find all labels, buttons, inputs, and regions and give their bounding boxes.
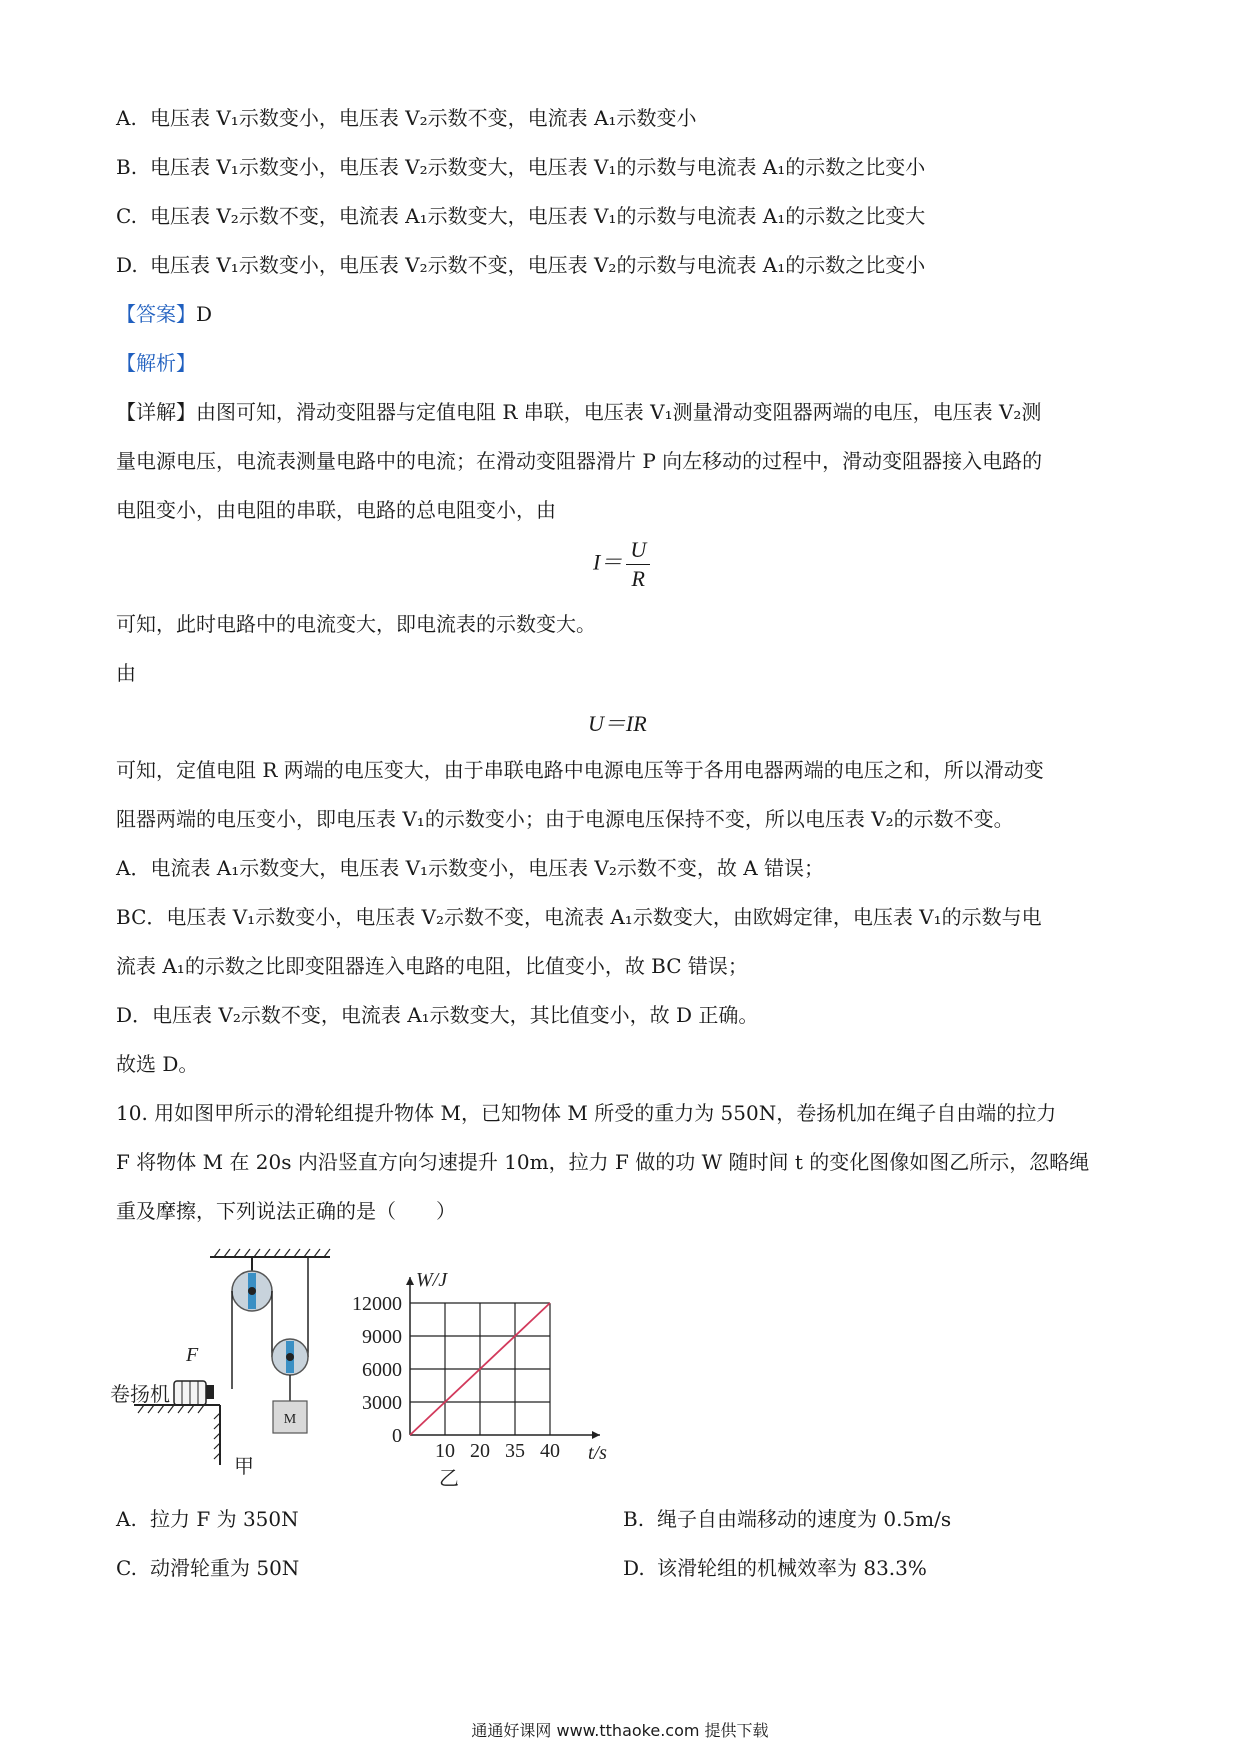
q10-option-a [116, 1505, 299, 1533]
fig-b-caption: 乙 [439, 1468, 459, 1490]
detail-line-5: 由 [116, 661, 136, 685]
answer-tag: 【答案】 [116, 302, 196, 326]
winch-label: 卷扬机 [110, 1384, 170, 1406]
detail-line-4: 可知，此时电路中的电流变大，即电流表的示数变大。 [116, 612, 596, 636]
x-tick-label: 35 [505, 1440, 525, 1462]
work-time-chart [330, 1270, 650, 1495]
fraction-denominator: R [631, 566, 645, 591]
force-label: F [186, 1344, 199, 1366]
y-tick-label: 0 [392, 1425, 402, 1447]
pulley-diagram [110, 1245, 350, 1480]
option-letter: D. [116, 253, 138, 277]
x-tick-label: 40 [540, 1440, 560, 1462]
answer-line [116, 300, 212, 328]
y-tick-label: 6000 [362, 1359, 402, 1381]
option-text: 该滑轮组的机械效率为 83.3% [657, 1556, 927, 1580]
x-tick-label: 10 [435, 1440, 455, 1462]
detail-line-9: BC．电压表 V₁示数变小，电压表 V₂示数不变，电流表 A₁示数变大，由欧姆定律，电压表 V₁的示数与电 [116, 905, 1042, 929]
option-text: 绳子自由端移动的速度为 0.5m/s [657, 1507, 952, 1531]
option-letter: C. [116, 1556, 137, 1580]
y-tick-label: 9000 [362, 1326, 402, 1348]
detail-line-3: 电阻变小，由电阻的串联，电路的总电阻变小，由 [116, 498, 556, 522]
chart-y-ticks [352, 1293, 402, 1447]
option-letter: B. [116, 155, 138, 179]
option-text: 动滑轮重为 50N [150, 1556, 300, 1580]
detail-line-12: 故选 D。 [116, 1052, 199, 1076]
detail-line-2: 量电源电压，电流表测量电路中的电流；在滑动变阻器滑片 P 向左移动的过程中，滑动变阻器接入电路的 [116, 449, 1043, 473]
option-text: 电压表 V₁示数变小，电压表 V₂示数变大，电压表 V₁的示数与电流表 A₁的示数之比变小 [150, 155, 926, 179]
detail-line-1 [116, 398, 1041, 426]
q10-line-1: 10. 用如图甲所示的滑轮组提升物体 M，已知物体 M 所受的重力为 550N，卷扬机加在绳子自由端的拉力 [116, 1101, 1057, 1125]
option-letter: A. [116, 106, 137, 130]
detail-line-10: 流表 A₁的示数之比即变阻器连入电路的电阻，比值变小，故 BC 错误； [116, 954, 748, 978]
option-text: 电压表 V₁示数变小，电压表 V₂示数不变，电流表 A₁示数变小 [150, 106, 697, 130]
q10-option-d [623, 1554, 927, 1582]
q10-line-2: F 将物体 M 在 20s 内沿竖直方向匀速提升 10m，拉力 F 做的功 W 随时间 t 的变化图像如图乙所示，忽略绳 [116, 1150, 1090, 1174]
detail-text: 由图可知，滑动变阻器与定值电阻 R 串联，电压表 V₁测量滑动变阻器两端的电压，电压表 V₂测 [196, 400, 1042, 424]
q9-option-c [116, 202, 925, 230]
y-tick-label: 3000 [362, 1392, 402, 1414]
q9-option-b [116, 153, 925, 181]
formula-ohms-law-fraction [593, 536, 650, 593]
footer: 通通好课网 www.tthaoke.com 提供下载 [471, 1721, 769, 1740]
option-text: 电压表 V₁示数变小，电压表 V₂示数不变，电压表 V₂的示数与电流表 A₁的示数之比变小 [150, 253, 926, 277]
analysis-tag: 【解析】 [116, 351, 196, 375]
option-letter: B. [623, 1507, 645, 1531]
q10-line-3: 重及摩擦，下列说法正确的是（ ） [116, 1199, 456, 1223]
option-letter: D. [623, 1556, 645, 1580]
y-axis-label: W/J [416, 1270, 448, 1291]
fraction-numerator: U [626, 536, 650, 565]
formula-u-ir: U＝IR [588, 711, 647, 736]
mass-label: M [283, 1412, 297, 1427]
detail-line-6: 可知，定值电阻 R 两端的电压变大，由于串联电路中电源电压等于各用电器两端的电压之和，所以滑动变 [116, 758, 1044, 782]
chart-x-ticks [435, 1440, 560, 1462]
q9-option-d [116, 251, 925, 279]
q9-option-a [116, 104, 696, 132]
x-tick-label: 20 [470, 1440, 490, 1462]
fig-a-caption: 甲 [234, 1456, 254, 1478]
fraction [626, 536, 650, 593]
x-axis-label: t/s [588, 1442, 607, 1464]
formula-lhs: I＝ [593, 549, 623, 575]
y-tick-label: 12000 [352, 1293, 402, 1315]
option-letter: A. [116, 1507, 137, 1531]
q10-option-b [623, 1505, 951, 1533]
detail-line-8: A．电流表 A₁示数变大，电压表 V₁示数变小，电压表 V₂示数不变，故 A 错误； [116, 856, 825, 880]
option-text: 拉力 F 为 350N [150, 1507, 299, 1531]
detail-tag: 【详解】 [116, 400, 196, 424]
chart-axes [406, 1277, 600, 1439]
x-axis-arrow [592, 1431, 600, 1439]
analysis-line [116, 349, 196, 377]
y-axis-arrow [406, 1277, 414, 1285]
option-text: 电压表 V₂示数不变，电流表 A₁示数变大，电压表 V₁的示数与电流表 A₁的示数之比变大 [150, 204, 926, 228]
detail-line-7: 阻器两端的电压变小，即电压表 V₁的示数变小；由于电源电压保持不变，所以电压表 V₂的示数不变。 [116, 807, 1014, 831]
answer-value: D [196, 302, 213, 326]
q10-option-c [116, 1554, 299, 1582]
detail-line-11: D．电压表 V₂示数不变，电流表 A₁示数变大，其比值变小，故 D 正确。 [116, 1003, 759, 1027]
option-letter: C. [116, 204, 137, 228]
